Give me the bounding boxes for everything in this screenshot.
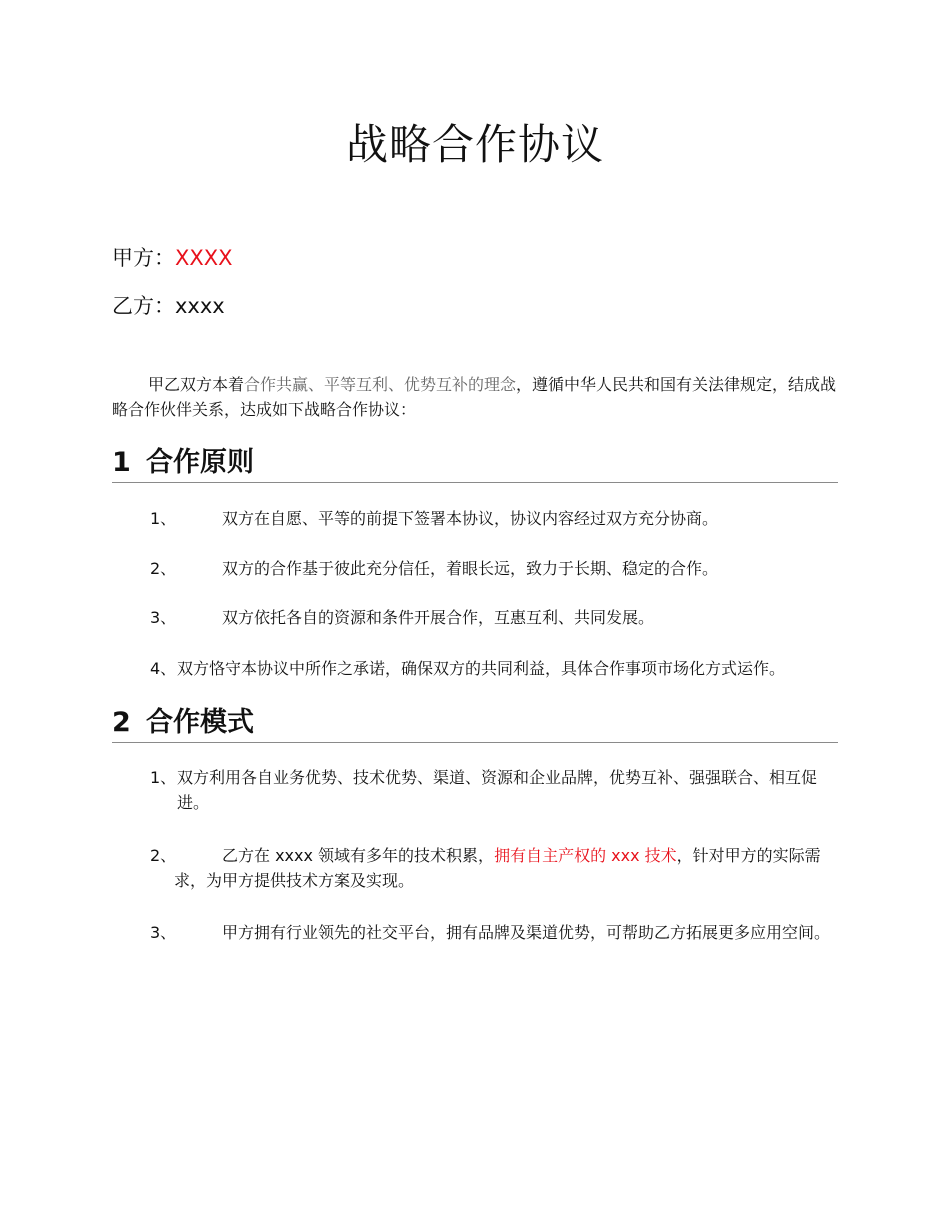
- list-item-number: 1、: [150, 509, 177, 528]
- list-item-text: 双方利用各自业务优势、技术优势、渠道、资源和企业品牌，优势互补、强强联合、相互促进。: [177, 768, 818, 812]
- intro-part3: ，遵循中华人民共和国有关法律规定，结成战略合作伙伴关系，达成如下战略合作协议：: [112, 375, 837, 419]
- party-b: [112, 290, 225, 320]
- section-number: 2: [112, 707, 131, 738]
- list-item: [150, 765, 840, 815]
- section-heading-1: [112, 446, 838, 483]
- party-b-value: xxxx: [175, 294, 225, 318]
- list-item: [150, 506, 840, 531]
- intro-part2: 合作共赢、平等互利、优势互补的理念: [244, 375, 517, 394]
- list-item: [150, 556, 840, 581]
- list-item-text-highlight: 拥有自主产权的 xxx 技术: [494, 846, 677, 865]
- party-a-value: XXXX: [175, 246, 233, 270]
- list-item-text: 双方依托各自的资源和条件开展合作，互惠互利、共同发展。: [222, 608, 655, 627]
- intro-paragraph: [112, 372, 838, 422]
- section-heading-2: [112, 706, 838, 743]
- list-item-text-a: 乙方在 xxxx 领域有多年的技术积累，: [222, 846, 495, 865]
- list-item: [150, 605, 840, 630]
- section-number: 1: [112, 447, 131, 478]
- list-item: [150, 843, 840, 893]
- intro-part1: 甲乙双方本着: [148, 375, 245, 394]
- list-item-text: 双方的合作基于彼此充分信任，着眼长远，致力于长期、稳定的合作。: [222, 559, 719, 578]
- list-item-number: 2、: [150, 846, 177, 865]
- list-item-text: 双方在自愿、平等的前提下签署本协议，协议内容经过双方充分协商。: [222, 509, 719, 528]
- list-item-text: 甲方拥有行业领先的社交平台，拥有品牌及渠道优势，可帮助乙方拓展更多应用空间。: [222, 923, 831, 942]
- list-item-number: 3、: [150, 923, 177, 942]
- list-item-number: 4、: [150, 659, 177, 678]
- section-title: 合作原则: [146, 447, 254, 478]
- party-a: [112, 242, 233, 272]
- list-item-number: 2、: [150, 559, 177, 578]
- party-a-label: 甲方：: [112, 246, 175, 270]
- list-item-text-b: ，针对甲方的实际需求，为甲方提供技术方案及实现。: [174, 846, 821, 890]
- list-item-number: 3、: [150, 608, 177, 627]
- list-item-number: 1、: [150, 768, 177, 787]
- document-title: 战略合作协议: [345, 120, 604, 169]
- list-item-text: 双方恪守本协议中所作之承诺，确保双方的共同利益，具体合作事项市场化方式运作。: [177, 659, 786, 678]
- list-item: [150, 656, 840, 681]
- section-title: 合作模式: [146, 707, 254, 738]
- list-item-text: [150, 843, 840, 893]
- party-b-label: 乙方：: [112, 294, 175, 318]
- list-item: [150, 920, 840, 945]
